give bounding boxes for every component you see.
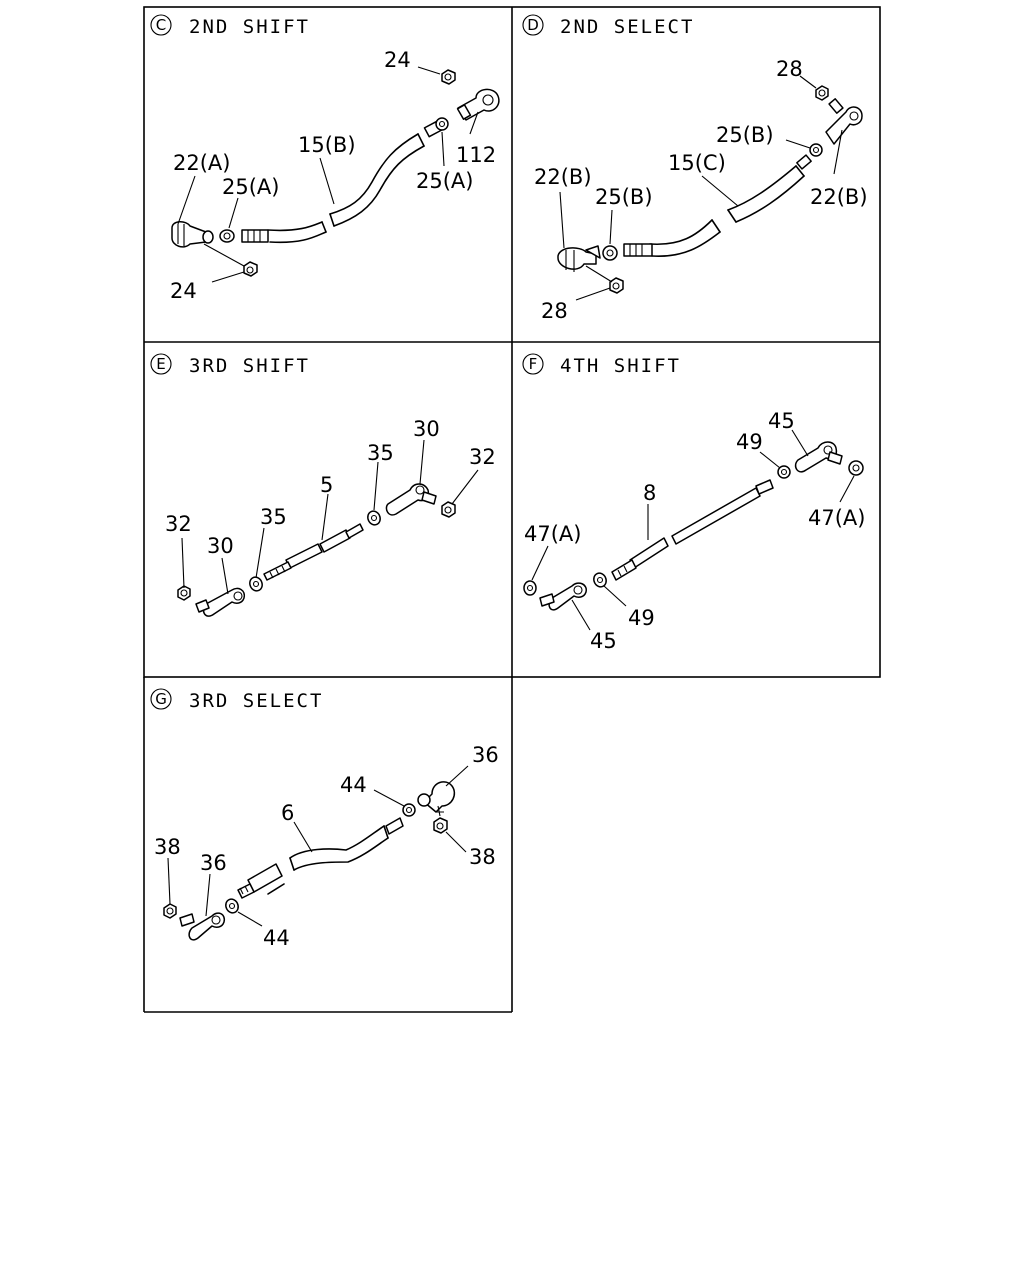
panel-d-title: 2ND SELECT — [560, 16, 695, 38]
panel-e-letter: E — [156, 355, 166, 373]
panel-f-label-47a-left: 47(A) — [524, 522, 582, 546]
panel-g-label-38-right: 38 — [469, 845, 496, 869]
panel-e-label-32-left: 32 — [165, 512, 192, 536]
panel-g-label-44-left: 44 — [263, 926, 290, 950]
panel-d-label-22b-left: 22(B) — [534, 165, 592, 189]
panel-d-label-28-bottom: 28 — [541, 299, 568, 323]
panel-e-title: 3RD SHIFT — [189, 355, 310, 377]
panel-d-label-25b-left: 25(B) — [595, 185, 653, 209]
panel-f-label-45-left: 45 — [590, 629, 617, 653]
panel-d-letter: D — [527, 16, 539, 34]
panel-g-label-44-right: 44 — [340, 773, 367, 797]
panel-d-heading — [523, 15, 694, 38]
panel-e — [151, 354, 496, 616]
panel-d-label-25b-right: 25(B) — [716, 123, 774, 147]
panel-c-title: 2ND SHIFT — [189, 16, 310, 38]
panel-g-label-6: 6 — [281, 801, 295, 825]
panel-c-label-25a-left: 25(A) — [222, 175, 280, 199]
panel-d-label-15c: 15(C) — [668, 151, 726, 175]
panel-g-label-38-left: 38 — [154, 835, 181, 859]
panel-d-label-22b-right: 22(B) — [810, 185, 868, 209]
panel-c-label-112: 112 — [456, 143, 497, 167]
panel-e-label-30-left: 30 — [207, 534, 234, 558]
panel-d — [523, 15, 868, 323]
panel-e-label-30-right: 30 — [413, 417, 440, 441]
panel-g-title: 3RD SELECT — [189, 690, 324, 712]
panel-g-label-36-left: 36 — [200, 851, 227, 875]
panel-f-title: 4TH SHIFT — [560, 355, 681, 377]
panel-f-label-49-left: 49 — [628, 606, 655, 630]
panel-c-label-24-bottom: 24 — [170, 279, 197, 303]
panel-f — [523, 354, 865, 653]
panel-f-label-47a-right: 47(A) — [808, 506, 866, 530]
panel-c-label-22a: 22(A) — [173, 151, 231, 175]
panel-e-heading — [151, 354, 310, 377]
panel-g-heading — [151, 689, 323, 712]
panel-e-label-35-right: 35 — [367, 441, 394, 465]
panel-g-letter: G — [155, 690, 167, 708]
panel-c — [151, 15, 499, 303]
panel-d-label-28-top: 28 — [776, 57, 803, 81]
panel-f-label-49-right: 49 — [736, 430, 763, 454]
panel-c-heading — [151, 15, 310, 38]
panel-f-letter: F — [528, 355, 538, 373]
panel-f-label-8: 8 — [643, 481, 657, 505]
panel-c-label-15b: 15(B) — [298, 133, 356, 157]
panel-f-heading — [523, 354, 681, 377]
panel-c-label-24-top: 24 — [384, 48, 411, 72]
panel-g-leaders — [168, 766, 468, 926]
panel-c-labels — [170, 48, 496, 303]
panel-e-label-35-left: 35 — [260, 505, 287, 529]
panel-g — [151, 689, 499, 950]
panel-e-leaders — [182, 440, 478, 594]
panel-g-label-36-right: 36 — [472, 743, 499, 767]
panel-c-letter: C — [155, 16, 167, 34]
panel-f-label-45-right: 45 — [768, 409, 795, 433]
panel-e-label-32-right: 32 — [469, 445, 496, 469]
panel-c-label-25a-right: 25(A) — [416, 169, 474, 193]
panel-e-labels — [165, 417, 496, 558]
panel-grid — [144, 7, 880, 1012]
panel-e-label-5: 5 — [320, 473, 334, 497]
